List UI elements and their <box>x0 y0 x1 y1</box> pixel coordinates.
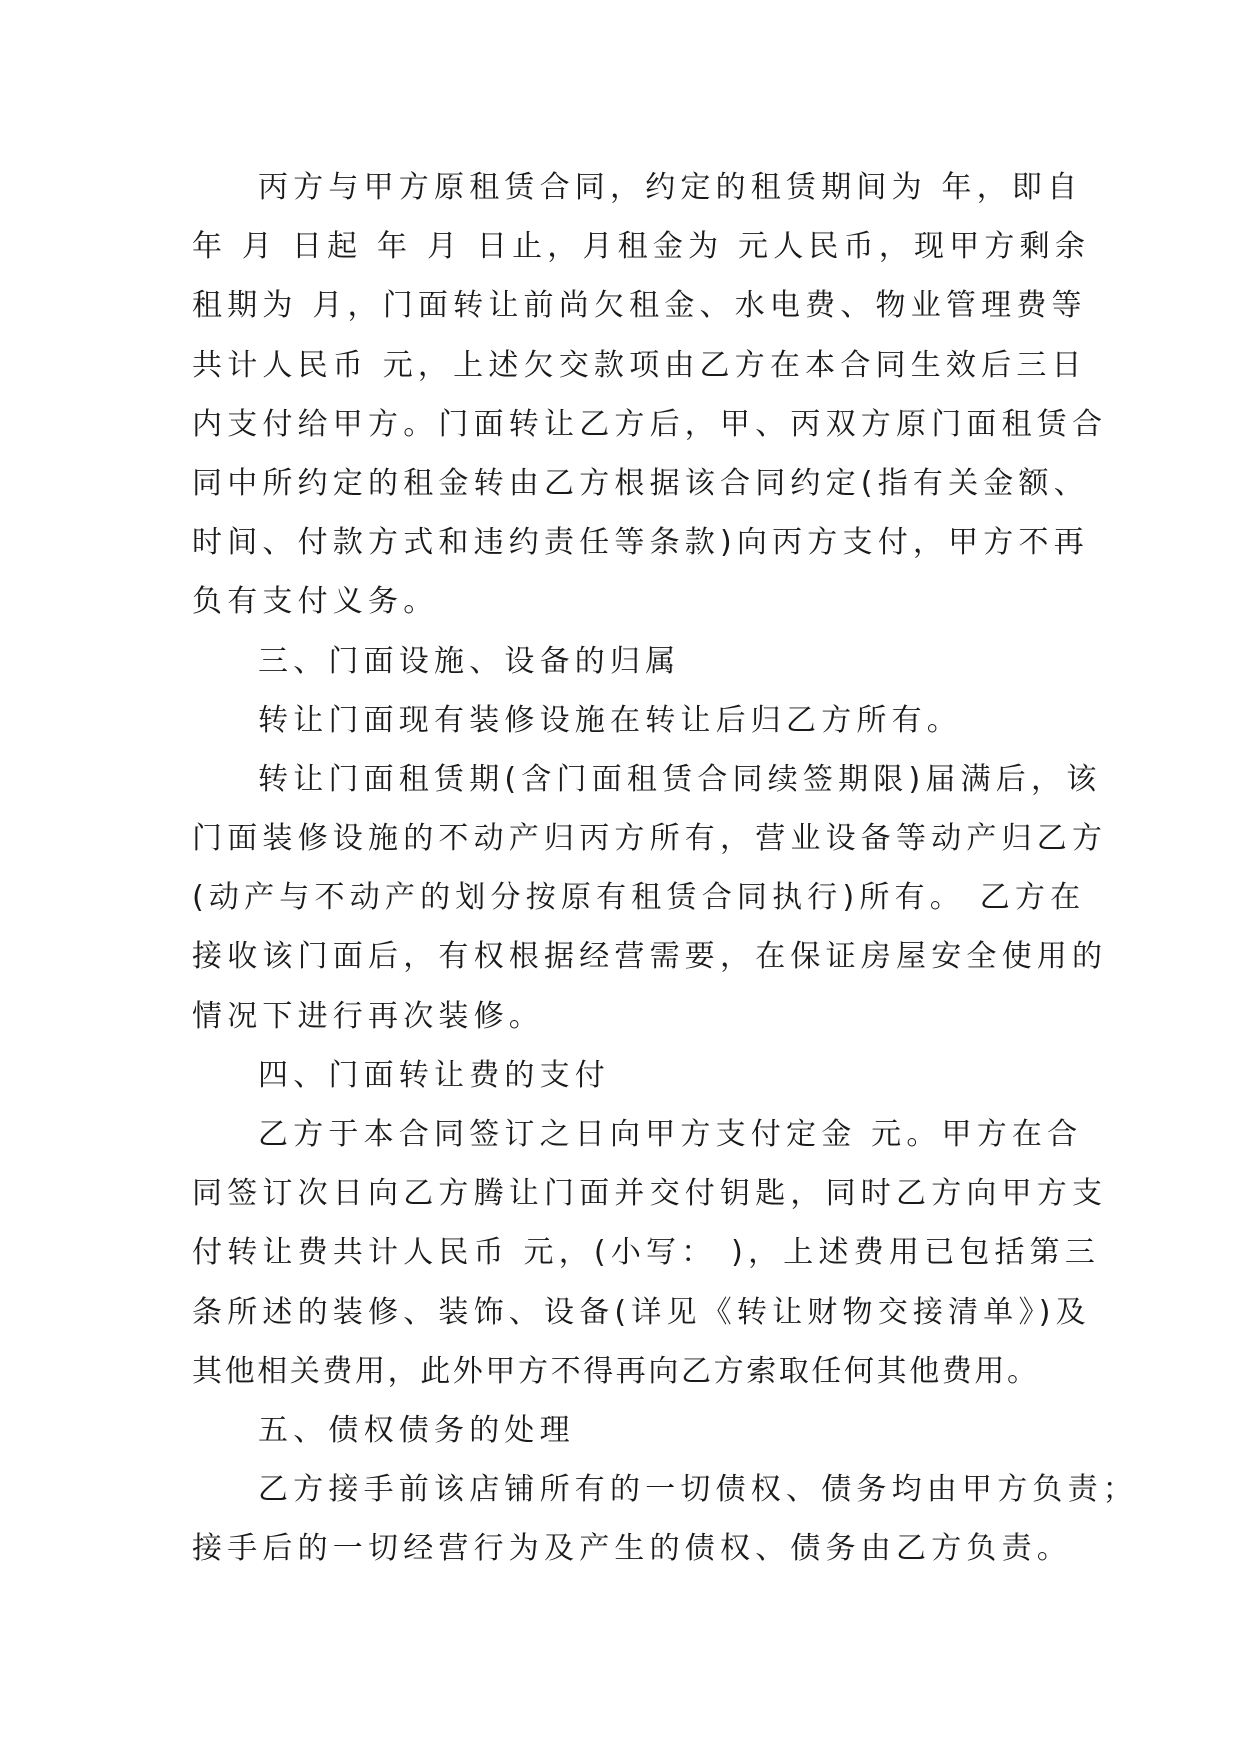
section-heading: 四、门面转让费的支付 <box>258 1057 610 1093</box>
paragraph-line: 丙方与甲方原租赁合同，约定的租赁期间为 年，即自 <box>258 170 1083 205</box>
paragraph-line: 情况下进行再次装修。 <box>192 998 544 1034</box>
paragraph-line: 其他相关费用，此外甲方不得再向乙方索取任何其他费用。 <box>192 1353 1040 1389</box>
paragraph-line: 条所述的装修、装饰、设备(详见《转让财物交接清单》)及 <box>192 1294 1091 1330</box>
paragraph-line: 转让门面现有装修设施在转让后归乙方所有。 <box>258 702 962 738</box>
paragraph-line: 负有支付义务。 <box>192 584 439 620</box>
paragraph-line: 同中所约定的租金转由乙方根据该合同约定(指有关金额、 <box>192 465 1089 501</box>
section-heading: 三、门面设施、设备的归属 <box>258 643 681 679</box>
paragraph-line: 转让门面租赁期(含门面租赁合同续签期限)届满后，该 <box>258 761 1102 797</box>
paragraph-line: (动产与不动产的划分按原有租赁合同执行)所有。 乙方在 <box>192 880 1086 916</box>
section-heading: 五、债权债务的处理 <box>258 1412 575 1448</box>
paragraph-line: 时间、付款方式和违约责任等条款)向丙方支付，甲方不再 <box>192 525 1089 561</box>
paragraph-line: 乙方接手前该店铺所有的一切债权、债务均由甲方负责； <box>258 1472 1138 1508</box>
paragraph-line: 同签订次日向乙方腾让门面并交付钥匙，同时乙方向甲方支 <box>192 1176 1108 1212</box>
paragraph-line: 门面装修设施的不动产归丙方所有，营业设备等动产归乙方 <box>192 821 1108 857</box>
paragraph-line: 共计人民币 元，上述欠交款项由乙方在本合同生效后三日 <box>192 347 1087 383</box>
paragraph-line: 接手后的一切经营行为及产生的债权、债务由乙方负责。 <box>192 1531 1072 1567</box>
paragraph-line: 付转让费共计人民币 元，(小写： )，上述费用已包括第三 <box>192 1235 1101 1271</box>
paragraph-line: 年 月 日起 年 月 日止，月租金为 元人民币，现甲方剩余 <box>192 229 1091 265</box>
paragraph-line: 内支付给甲方。门面转让乙方后，甲、丙双方原门面租赁合 <box>192 406 1108 442</box>
document-body <box>192 158 1138 1579</box>
paragraph-line: 乙方于本合同签订之日向甲方支付定金 元。甲方在合 <box>258 1117 1083 1152</box>
paragraph-line: 接收该门面后，有权根据经营需要，在保证房屋安全使用的 <box>192 939 1108 975</box>
paragraph-line: 租期为 月，门面转让前尚欠租金、水电费、物业管理费等 <box>192 288 1087 324</box>
